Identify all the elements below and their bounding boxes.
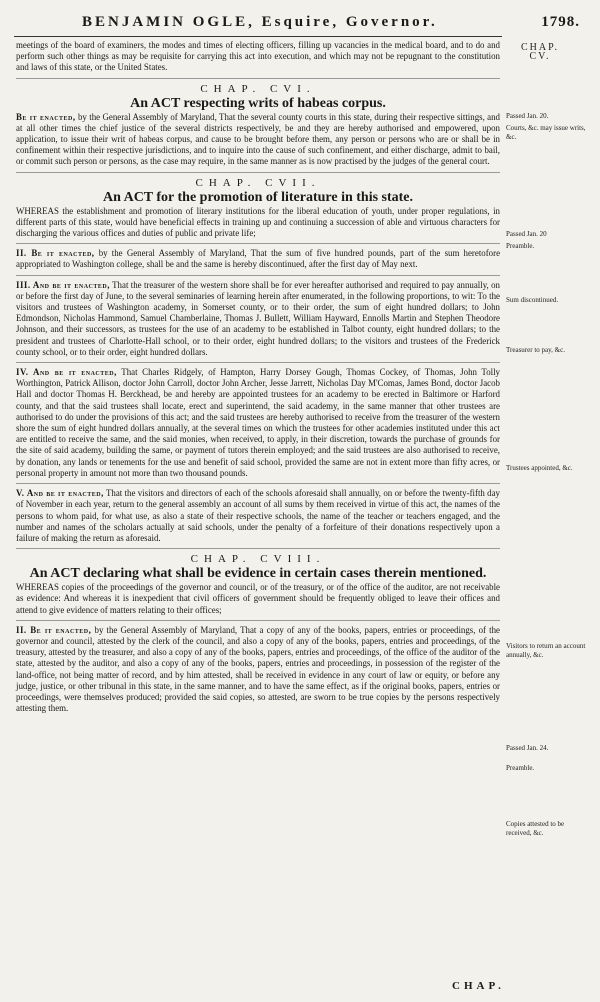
margin-cviii-passed: Passed Jan. 24. bbox=[506, 744, 549, 752]
margin-cvii-preamble: Preamble. bbox=[506, 242, 535, 250]
section-lead: III. And be it enacted, bbox=[16, 279, 110, 290]
section-separator bbox=[16, 548, 500, 549]
chap-cvi-text bbox=[16, 112, 500, 168]
margin-cvii-passed: Passed Jan. 20 bbox=[506, 230, 547, 238]
section-lead: V. And be it enacted, bbox=[16, 488, 104, 499]
section-separator bbox=[16, 275, 500, 276]
enacting-clause: Be it enacted, bbox=[16, 111, 76, 122]
section-separator bbox=[16, 483, 500, 484]
margin-cviii-copies: Copies attested to be received, &c. bbox=[506, 820, 565, 837]
chap-cvii-section-5 bbox=[16, 488, 500, 544]
chap-cvii-heading: CHAP. CVII. bbox=[195, 176, 321, 189]
running-header bbox=[60, 14, 580, 36]
section-lead: II. Be it enacted, bbox=[16, 248, 95, 259]
chap-cvii-section-4 bbox=[16, 367, 500, 479]
chap-cv-continuation: meetings of the board of examiners, the modes and times of electing officers, filling up vacancies in the medical board, and to do and perform such other things as may be requisite for carrying this act into execution, and which may not be repugnant to the constitution and laws of this state, or the United States. bbox=[16, 40, 500, 73]
chap-cviii-heading: CHAP. CVIII. bbox=[190, 553, 326, 566]
chap-cvii-preamble: WHEREAS the establishment and promotion of literary institutions for the liberal education of youth, under proper regulations, in different parts of this state, would have beneficial effects in training up and continuing a succession of able and virtuous characters for discharging the various offices and duties of public and private life; bbox=[16, 205, 500, 239]
section-lead: IV. And be it enacted, bbox=[16, 367, 117, 378]
section-body: That Charles Ridgely, of Hampton, Harry Dorsey Gough, Thomas Cockey, of Thomas, John Tolly Worthington, Patrick Allison, doctor John Carroll, doctor John Archer, Jesse Jarrett, Nicholas Day M'Comas, James Bond, doctor Jacob Hall and doctor Thomas H. Berckhead, be and hereby are appointed trustees for an academy to be erected in Baltimore or Harford county, and that the said trustees shall locate, erect and superintend, the said academy, in the same manner that other trustees are authorised to do under the provisions of this act; and the said trustees are hereby authorised to receive from the treasurer of the western shore the sum of eight hundred dollars annually, at the several times on which the trustees for other academies instituted under this act are entitled to receive the same, and the said monies, when received, to apply, in their discretion, towards the purchase of grounds for the site of said academy, building the same, or payment of tutors therein employed; and the said trustees are also authorised to receive, by donation, any lands or tenements for the use and benefit of said school, provided the same are not in extent more than fifty acres, or personal property in amount not more than two thousand pounds. bbox=[16, 367, 500, 478]
section-separator bbox=[16, 362, 500, 363]
section-body: by the General Assembly of Maryland, That the sum of five hundred pounds, part of the sum heretofore appropriated to Washington college, shall be and the same is hereby discontinued, after the first day of May next. bbox=[16, 248, 501, 270]
chap-cvi-body: by the General Assembly of Maryland, That the several county courts in this state, during their respective sittings, and at all other times the chief justice of the several districts respectively, be and they are hereby authorised and empowered, upon application, to issue their writ of habeas corpus, and cause to be brought before them, any person or persons who are or shall be in confinement within their respective jurisdictions, and to inquire into the cause of such confinement, and either discharge, admit to bail, or commit such person or persons, as the case may require, in the same manner as is now practised by the judges of the general court. bbox=[16, 111, 500, 167]
chap-cviii-title: An ACT declaring what shall be evidence in certain cases therein mentioned. bbox=[29, 566, 487, 582]
section-body: That the visitors and directors of each of the schools aforesaid shall annually, on or before the twenty-fifth day of November in each year, return to the general assembly an account of all sums by them received in virtue of this act, the names of the persons to whom paid, for what use, as also a state of their respective schools, the name of the teacher or teachers engaged, and the number and names of the scholars actually at said schools, under the penalty of a forfeiture of their donations respectively upon a failure of making the return as aforesaid. bbox=[16, 488, 500, 543]
chap-cviii-preamble: WHEREAS copies of the proceedings of the governor and council, or of the treasury, or of the office of the auditor, are not receivable as evidence: And whereas it is inexpedient that civil officers of government should be frequently obliged to leave their offices and attend to give evidence of matters relating to their offices; bbox=[16, 582, 500, 615]
main-text-column bbox=[16, 40, 500, 714]
chap-cviii-section-2 bbox=[16, 625, 500, 715]
margin-cviii-preamble: Preamble. bbox=[506, 764, 535, 772]
running-title: BENJAMIN OGLE, Esquire, Governor. bbox=[82, 14, 438, 30]
header-rule bbox=[14, 36, 502, 37]
margin-cvii-visitors: Visitors to return an account annually, &c. bbox=[506, 642, 586, 659]
page-year: 1798. bbox=[541, 14, 580, 30]
chap-cvi-heading: CHAP. CVI. bbox=[200, 82, 316, 95]
section-separator bbox=[16, 172, 500, 173]
section-lead: II. Be it enacted, bbox=[16, 624, 92, 635]
margin-cvii-trustees: Trustees appointed, &c. bbox=[506, 464, 573, 472]
margin-cvii-sum: Sum discontinued. bbox=[506, 296, 559, 304]
margin-cvi-note: Courts, &c. may issue writs, &c. bbox=[506, 124, 586, 141]
margin-chap-cv: CHAP. CV. bbox=[520, 42, 560, 62]
chap-cvii-section-3 bbox=[16, 280, 500, 358]
chap-cvi-title: An ACT respecting writs of habeas corpus. bbox=[130, 95, 386, 111]
section-separator bbox=[16, 243, 500, 244]
chap-cvii-title: An ACT for the promotion of literature in this state. bbox=[102, 189, 414, 205]
section-separator bbox=[16, 78, 500, 79]
chap-cvii-section-2 bbox=[16, 248, 500, 270]
margin-cvii-treasurer: Treasurer to pay, &c. bbox=[506, 346, 565, 354]
margin-cvi-passed: Passed Jan. 20. bbox=[506, 112, 549, 120]
section-body: by the General Assembly of Maryland, That a copy of any of the books, papers, entries or proceedings, of the governor and council, attested by the clerk of the council, and also a copy of any of the books, papers, entries and proceedings, of the treasury, attested by the treasurer, and also a copy of any of the books, papers, entries and proceedings, of the office of the auditor of the state, attested by the auditor, and also a copy of any of the books, papers, entries and proceedings, in possession of the register of the land-office, not being matter of record, and by him attested, shall be received in evidence in any court of law or equity, or before any judge, justice, or other tribunal in this state, in the same manner, and to have the same effect, as if the original books, papers, entries or proceedings, were themselves produced; provided the said copies, so attested, are sworn to be true copies by the persons respectively attesting them. bbox=[16, 624, 500, 714]
section-body: That the treasurer of the western shore shall be for ever hereafter authorised and required to pay annually, on or before the first day of June, to the several seminaries of learning herein after enumerated, in the following proportions, to wit: To the visitors and trustees of Washington academy, in Somerset county, or to their order, the sum of eight hundred dollars; to John Edmondson, Nicholas Hammond, Samuel Chamberlaine, Thomas J. Bullett, William Hayward, Ennolls Martin and Stephen Theodore Johnson, and their successors, as trustees for the use of an academy to be established in Talbot county, eight hundred dollars; to the president and trustees of Charlotte-Hall school, or to their order, eight hundred dollars; to the visitors and trustees of the Frederick county school, or to their order, eight hundred dollars. bbox=[16, 279, 500, 357]
section-separator bbox=[16, 620, 500, 621]
catchword: CHAP. bbox=[452, 980, 505, 992]
